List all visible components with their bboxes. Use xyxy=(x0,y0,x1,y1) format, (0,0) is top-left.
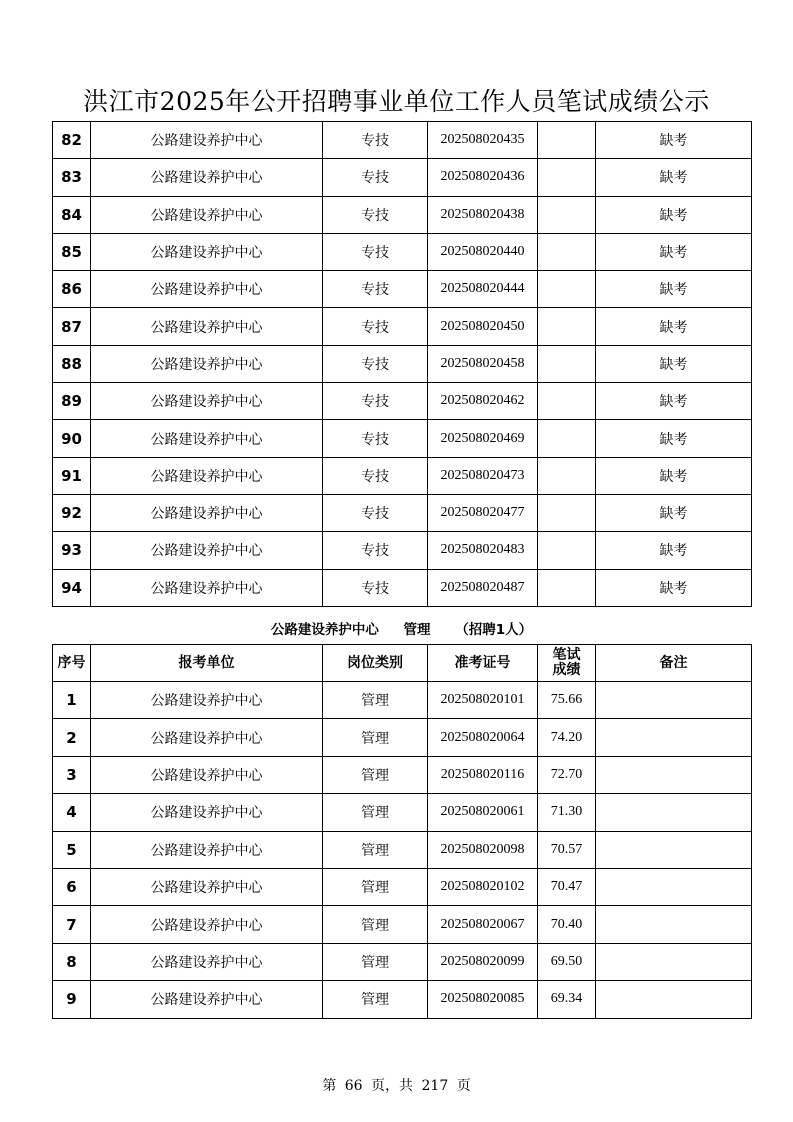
row-unit: 公路建设养护中心 xyxy=(91,122,323,159)
row-ticket-number: 202508020067 xyxy=(428,906,538,943)
row-category: 专技 xyxy=(323,271,428,308)
row-number: 93 xyxy=(53,532,91,569)
row-ticket-number: 202508020473 xyxy=(428,457,538,494)
row-ticket-number: 202508020099 xyxy=(428,943,538,980)
row-category: 管理 xyxy=(323,868,428,905)
row-score xyxy=(538,271,596,308)
row-score: 75.66 xyxy=(538,682,596,719)
row-unit: 公路建设养护中心 xyxy=(91,308,323,345)
row-unit: 公路建设养护中心 xyxy=(91,756,323,793)
row-remark xyxy=(596,756,752,793)
row-unit: 公路建设养护中心 xyxy=(91,196,323,233)
row-unit: 公路建设养护中心 xyxy=(91,943,323,980)
row-ticket-number: 202508020435 xyxy=(428,122,538,159)
header-score-line2: 成绩 xyxy=(552,662,581,678)
row-unit: 公路建设养护中心 xyxy=(91,794,323,831)
row-unit: 公路建设养护中心 xyxy=(91,345,323,382)
row-score xyxy=(538,345,596,382)
row-ticket-number: 202508020085 xyxy=(428,981,538,1018)
footer-suffix: 页 xyxy=(456,1078,471,1094)
row-remark: 缺考 xyxy=(596,196,752,233)
row-ticket-number: 202508020450 xyxy=(428,308,538,345)
row-remark xyxy=(596,868,752,905)
row-ticket-number: 202508020440 xyxy=(428,233,538,270)
row-category: 专技 xyxy=(323,569,428,606)
row-category: 管理 xyxy=(323,682,428,719)
results-table-body xyxy=(53,122,752,607)
section-category: 管理 xyxy=(403,622,431,638)
row-remark xyxy=(596,794,752,831)
section-heading xyxy=(52,618,751,638)
table-row xyxy=(53,569,752,606)
row-category: 管理 xyxy=(323,981,428,1018)
row-category: 专技 xyxy=(323,345,428,382)
row-category: 管理 xyxy=(323,719,428,756)
table-row xyxy=(53,122,752,159)
row-number: 5 xyxy=(53,831,91,868)
row-score: 71.30 xyxy=(538,794,596,831)
header-unit: 报考单位 xyxy=(91,645,323,682)
row-unit: 公路建设养护中心 xyxy=(91,383,323,420)
table-row xyxy=(53,868,752,905)
row-category: 专技 xyxy=(323,233,428,270)
footer-prefix: 第 xyxy=(322,1078,337,1094)
row-remark: 缺考 xyxy=(596,122,752,159)
table-row xyxy=(53,420,752,457)
row-ticket-number: 202508020483 xyxy=(428,532,538,569)
row-unit: 公路建设养护中心 xyxy=(91,981,323,1018)
row-number: 89 xyxy=(53,383,91,420)
row-remark: 缺考 xyxy=(596,569,752,606)
table-row xyxy=(53,532,752,569)
row-unit: 公路建设养护中心 xyxy=(91,906,323,943)
table-row xyxy=(53,159,752,196)
footer-total: 217 xyxy=(421,1078,449,1094)
row-category: 管理 xyxy=(323,756,428,793)
row-category: 专技 xyxy=(323,159,428,196)
table-row xyxy=(53,682,752,719)
row-remark xyxy=(596,831,752,868)
header-score-line1: 笔试 xyxy=(552,647,581,663)
table-row xyxy=(53,383,752,420)
row-number: 87 xyxy=(53,308,91,345)
row-remark: 缺考 xyxy=(596,345,752,382)
row-number: 86 xyxy=(53,271,91,308)
row-unit: 公路建设养护中心 xyxy=(91,532,323,569)
table-row xyxy=(53,943,752,980)
row-number: 94 xyxy=(53,569,91,606)
row-number: 2 xyxy=(53,719,91,756)
row-score: 70.40 xyxy=(538,906,596,943)
row-category: 专技 xyxy=(323,383,428,420)
table-row xyxy=(53,756,752,793)
row-category: 专技 xyxy=(323,494,428,531)
row-score xyxy=(538,532,596,569)
row-score xyxy=(538,233,596,270)
table-row xyxy=(53,308,752,345)
row-unit: 公路建设养护中心 xyxy=(91,457,323,494)
row-unit: 公路建设养护中心 xyxy=(91,420,323,457)
row-category: 管理 xyxy=(323,943,428,980)
row-remark xyxy=(596,682,752,719)
header-ticket: 准考证号 xyxy=(428,645,538,682)
row-score: 69.50 xyxy=(538,943,596,980)
table-row xyxy=(53,271,752,308)
row-remark: 缺考 xyxy=(596,271,752,308)
row-ticket-number: 202508020469 xyxy=(428,420,538,457)
row-category: 专技 xyxy=(323,308,428,345)
row-ticket-number: 202508020487 xyxy=(428,569,538,606)
page-footer xyxy=(0,1075,793,1095)
row-ticket-number: 202508020101 xyxy=(428,682,538,719)
table-row xyxy=(53,196,752,233)
row-ticket-number: 202508020436 xyxy=(428,159,538,196)
table-row xyxy=(53,345,752,382)
row-category: 专技 xyxy=(323,420,428,457)
row-remark: 缺考 xyxy=(596,233,752,270)
section-unit: 公路建设养护中心 xyxy=(270,622,379,638)
row-ticket-number: 202508020064 xyxy=(428,719,538,756)
table-row xyxy=(53,794,752,831)
table-row xyxy=(53,831,752,868)
row-unit: 公路建设养护中心 xyxy=(91,271,323,308)
row-ticket-number: 202508020061 xyxy=(428,794,538,831)
row-remark xyxy=(596,981,752,1018)
row-number: 85 xyxy=(53,233,91,270)
results-table-continued xyxy=(52,121,752,607)
table-row xyxy=(53,457,752,494)
table-row xyxy=(53,233,752,270)
row-score xyxy=(538,420,596,457)
section-quota: （招聘1人） xyxy=(455,622,533,638)
row-number: 3 xyxy=(53,756,91,793)
row-remark: 缺考 xyxy=(596,159,752,196)
row-ticket-number: 202508020458 xyxy=(428,345,538,382)
row-score: 70.57 xyxy=(538,831,596,868)
row-number: 92 xyxy=(53,494,91,531)
row-remark xyxy=(596,943,752,980)
row-unit: 公路建设养护中心 xyxy=(91,494,323,531)
row-ticket-number: 202508020098 xyxy=(428,831,538,868)
row-category: 专技 xyxy=(323,457,428,494)
row-ticket-number: 202508020102 xyxy=(428,868,538,905)
row-score xyxy=(538,122,596,159)
row-number: 83 xyxy=(53,159,91,196)
row-remark: 缺考 xyxy=(596,532,752,569)
row-category: 管理 xyxy=(323,831,428,868)
row-ticket-number: 202508020116 xyxy=(428,756,538,793)
row-remark xyxy=(596,719,752,756)
row-score xyxy=(538,308,596,345)
row-remark: 缺考 xyxy=(596,457,752,494)
header-score xyxy=(538,645,596,682)
row-remark xyxy=(596,906,752,943)
row-unit: 公路建设养护中心 xyxy=(91,719,323,756)
row-number: 9 xyxy=(53,981,91,1018)
row-category: 专技 xyxy=(323,532,428,569)
row-score xyxy=(538,457,596,494)
table-header-row xyxy=(53,645,752,682)
row-number: 90 xyxy=(53,420,91,457)
table-row xyxy=(53,906,752,943)
header-no: 序号 xyxy=(53,645,91,682)
results-table-management xyxy=(52,644,752,1019)
row-remark: 缺考 xyxy=(596,383,752,420)
row-score: 72.70 xyxy=(538,756,596,793)
row-unit: 公路建设养护中心 xyxy=(91,682,323,719)
row-number: 88 xyxy=(53,345,91,382)
row-unit: 公路建设养护中心 xyxy=(91,569,323,606)
table-row xyxy=(53,494,752,531)
row-number: 91 xyxy=(53,457,91,494)
row-ticket-number: 202508020462 xyxy=(428,383,538,420)
row-number: 4 xyxy=(53,794,91,831)
row-score: 69.34 xyxy=(538,981,596,1018)
row-number: 7 xyxy=(53,906,91,943)
row-category: 管理 xyxy=(323,906,428,943)
results-table-body xyxy=(53,682,752,1019)
row-remark: 缺考 xyxy=(596,420,752,457)
row-remark: 缺考 xyxy=(596,494,752,531)
row-category: 管理 xyxy=(323,794,428,831)
footer-page: 66 xyxy=(344,1078,363,1094)
table-row xyxy=(53,981,752,1018)
footer-mid: 页，共 xyxy=(371,1078,414,1094)
row-number: 1 xyxy=(53,682,91,719)
page-title: 洪江市2025年公开招聘事业单位工作人员笔试成绩公示 xyxy=(83,87,710,116)
row-unit: 公路建设养护中心 xyxy=(91,831,323,868)
row-score xyxy=(538,569,596,606)
row-ticket-number: 202508020444 xyxy=(428,271,538,308)
row-score: 70.47 xyxy=(538,868,596,905)
row-unit: 公路建设养护中心 xyxy=(91,868,323,905)
header-remark: 备注 xyxy=(596,645,752,682)
row-unit: 公路建设养护中心 xyxy=(91,159,323,196)
row-number: 8 xyxy=(53,943,91,980)
row-category: 专技 xyxy=(323,196,428,233)
row-number: 84 xyxy=(53,196,91,233)
row-score xyxy=(538,196,596,233)
header-category: 岗位类别 xyxy=(323,645,428,682)
row-ticket-number: 202508020477 xyxy=(428,494,538,531)
row-ticket-number: 202508020438 xyxy=(428,196,538,233)
row-score: 74.20 xyxy=(538,719,596,756)
row-score xyxy=(538,494,596,531)
row-score xyxy=(538,159,596,196)
row-number: 6 xyxy=(53,868,91,905)
row-remark: 缺考 xyxy=(596,308,752,345)
row-category: 专技 xyxy=(323,122,428,159)
row-unit: 公路建设养护中心 xyxy=(91,233,323,270)
table-row xyxy=(53,719,752,756)
row-number: 82 xyxy=(53,122,91,159)
row-score xyxy=(538,383,596,420)
